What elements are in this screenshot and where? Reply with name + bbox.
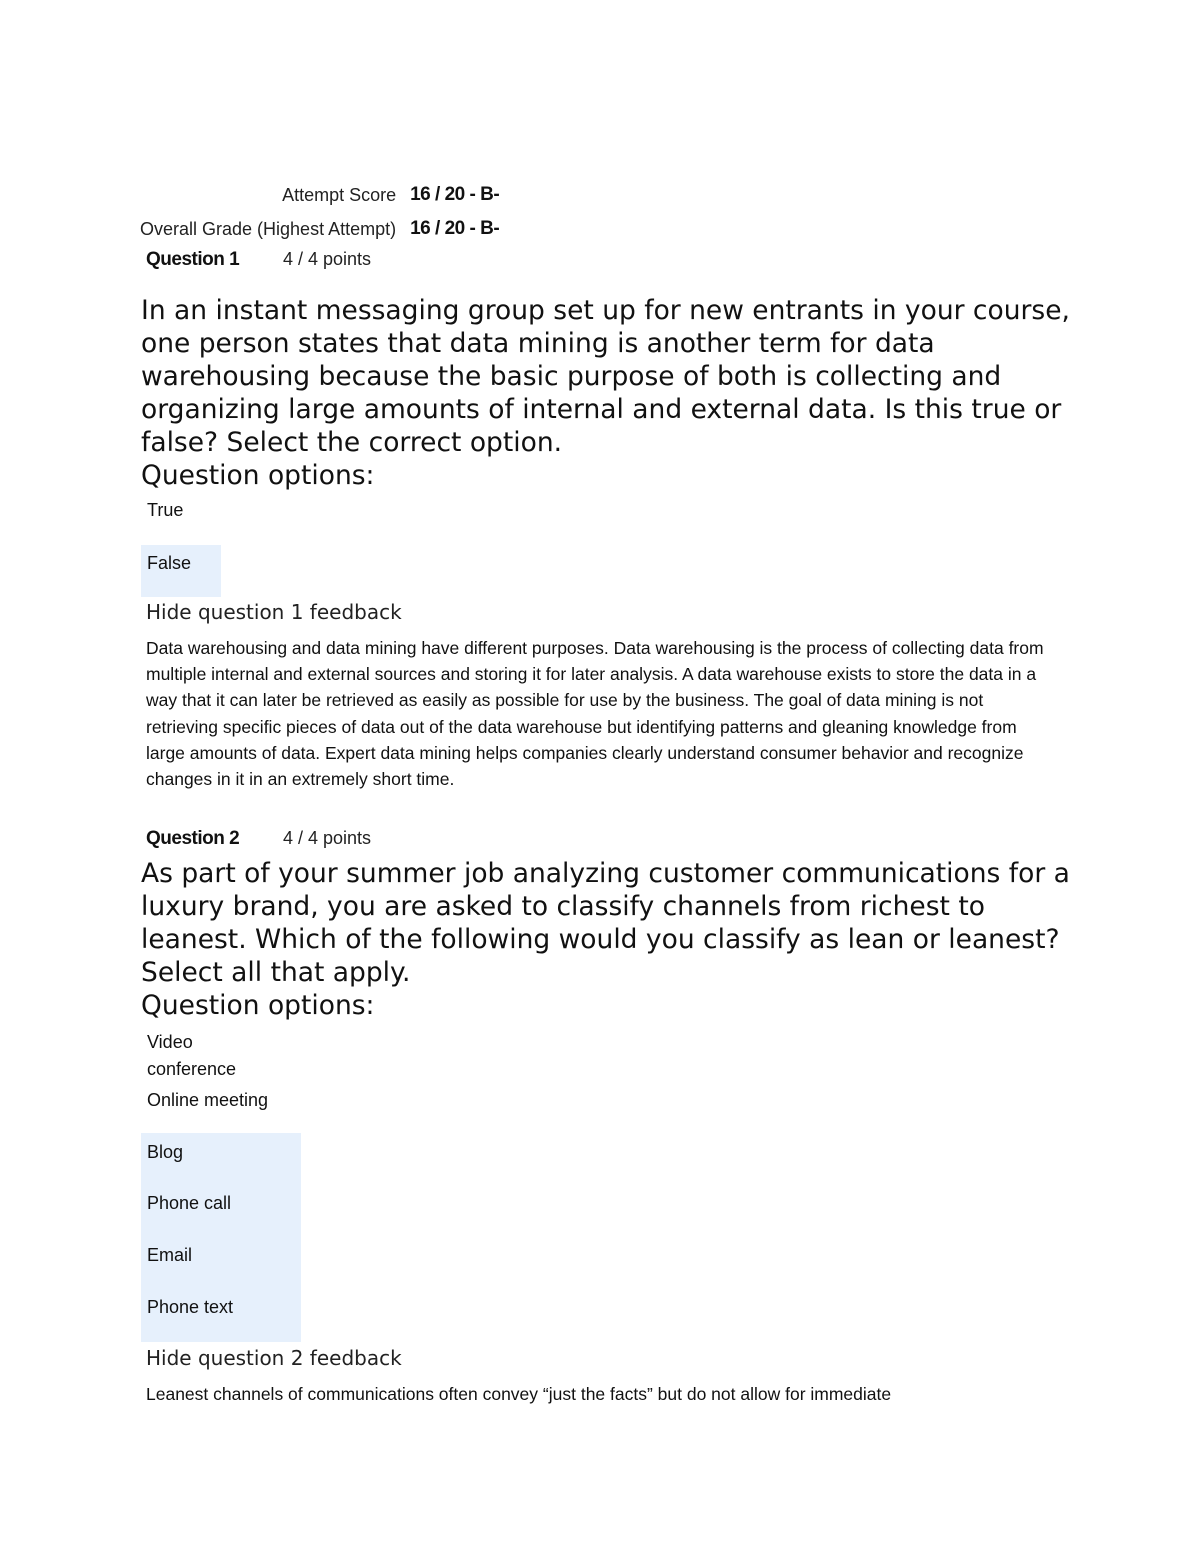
overall-grade-row xyxy=(140,212,499,246)
overall-grade-value: 16 / 20 - B- xyxy=(410,218,500,239)
attempt-score-row xyxy=(140,178,499,212)
question-2-text: As part of your summer job analyzing customer communications for a luxury brand, you are asked to classify channels from richest to leanest. Which of the following would you classify as lean or leanest? Select all that apply. xyxy=(141,858,1070,988)
question-2-option-phone-call[interactable]: Phone call xyxy=(147,1193,232,1213)
question-1-option-false[interactable]: False xyxy=(147,553,192,573)
question-1-text-block xyxy=(141,294,1081,492)
question-2-option-email[interactable]: Email xyxy=(147,1245,193,1265)
question-2-text-block xyxy=(141,857,1081,1022)
score-summary xyxy=(140,178,499,246)
question-2-options-label: Question options: xyxy=(141,990,375,1021)
question-1-feedback: Data warehousing and data mining have different purposes. Data warehousing is the process of collecting data from multiple internal and external sources and storing it for later analysis. A data warehouse exists to store the data in a way that it can later be retrieved as easily as possible for use by the business. The goal of data mining is not retrieving specific pieces of data out of the data warehouse but identifying patterns and gleaning knowledge from large amounts of data. Expert data mining helps companies clearly understand consumer behavior and recognize changes in it in an extremely short time. xyxy=(146,638,1044,790)
question-2-option-blog[interactable]: Blog xyxy=(147,1142,184,1162)
question-1-option-true[interactable]: True xyxy=(147,500,184,520)
overall-grade-label: Overall Grade (Highest Attempt) xyxy=(140,218,397,239)
question-2-title: Question 2 xyxy=(146,828,240,849)
question-1-options-label: Question options: xyxy=(141,460,375,491)
question-2-selected-answers xyxy=(141,1133,301,1342)
question-2-feedback-toggle[interactable]: Hide question 2 feedback xyxy=(146,1346,402,1370)
question-1-header xyxy=(146,249,371,271)
question-1-feedback-toggle[interactable]: Hide question 1 feedback xyxy=(146,600,402,624)
question-2-option-phone-text[interactable]: Phone text xyxy=(147,1297,234,1317)
question-2-feedback: Leanest channels of communications often convey “just the facts” but do not allow for immediate xyxy=(146,1384,892,1404)
question-1-points: 4 / 4 points xyxy=(283,249,372,269)
attempt-score-label: Attempt Score xyxy=(282,184,397,205)
question-2-option-video-conference[interactable]: Video conference xyxy=(147,1032,237,1079)
question-2-option-online-meeting[interactable]: Online meeting xyxy=(147,1090,269,1110)
question-2-header xyxy=(146,828,371,850)
question-1-title: Question 1 xyxy=(146,249,240,270)
question-1-text: In an instant messaging group set up for new entrants in your course, one person states that data mining is another term for data warehousing because the basic purpose of both is collecting and organizing large amounts of internal and external data. Is this true or false? Select the correct option. xyxy=(141,295,1070,458)
attempt-score-value: 16 / 20 - B- xyxy=(410,184,500,205)
question-2-points: 4 / 4 points xyxy=(283,828,372,848)
question-1-selected-answer[interactable] xyxy=(141,545,221,597)
